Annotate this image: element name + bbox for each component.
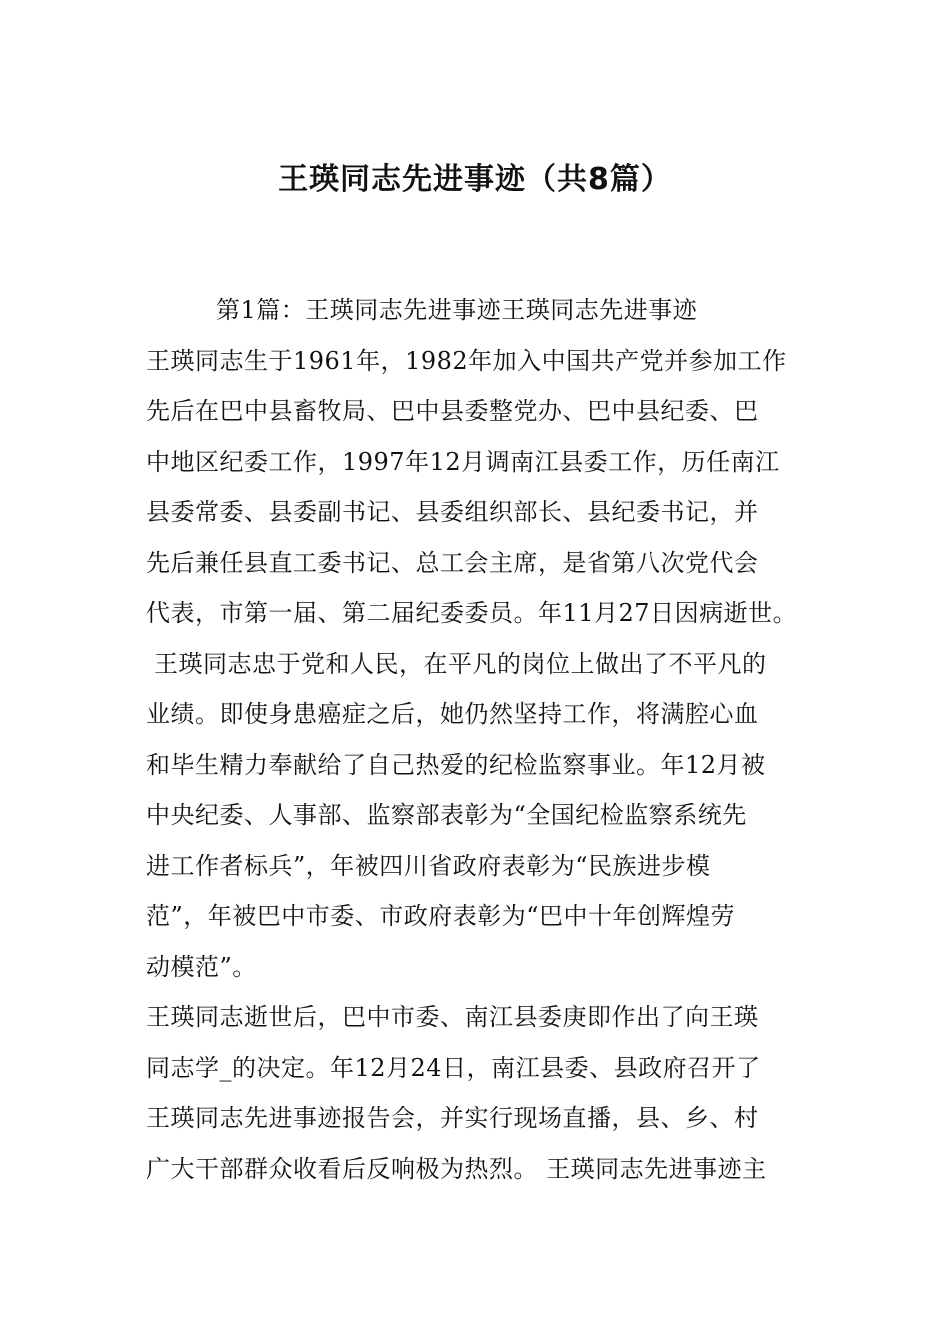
body-line: 中央纪委、人事部、监察部表彰为“全国纪检监察系统先: [146, 801, 747, 829]
body-line: 县委常委、县委副书记、县委组织部长、县纪委书记，并: [146, 498, 759, 526]
section-heading: 第1篇：王瑛同志先进事迹王瑛同志先进事迹: [216, 296, 698, 324]
body-line: 动模范”。: [146, 952, 257, 981]
body-line: 范”，年被巴中市委、市政府表彰为“巴中十年创辉煌劳: [146, 902, 736, 930]
body-line: 代表，市第一届、第二届纪委委员。年11月27日因病逝世。: [146, 599, 798, 627]
body-line: 王瑛同志忠于党和人民，在平凡的岗位上做出了不平凡的: [154, 649, 767, 678]
body-line: 王瑛同志先进事迹报告会，并实行现场直播，县、乡、村: [146, 1104, 759, 1132]
body-line: 业绩。即使身患癌症之后，她仍然坚持工作，将满腔心血: [146, 700, 759, 728]
body-line: 中地区纪委工作，1997年12月调南江县委工作，历任南江: [146, 447, 780, 476]
body-line: 和毕生精力奉献给了自己热爱的纪检监察事业。年12月被: [146, 750, 766, 779]
body-line: 广大干部群众收看后反响极为热烈。 王瑛同志先进事迹主: [146, 1154, 767, 1183]
body-line: 先后兼任县直工委书记、总工会主席，是省第八次党代会: [146, 548, 759, 577]
document-title: 王瑛同志先进事迹（共8篇）: [278, 162, 672, 197]
body-line: 王瑛同志逝世后，巴中市委、南江县委庚即作出了向王瑛: [146, 1003, 759, 1031]
document-body: [146, 292, 826, 1201]
body-line: 同志学_的决定。年12月24日，南江县委、县政府召开了: [146, 1053, 761, 1082]
body-line: 先后在巴中县畜牧局、巴中县委整党办、巴中县纪委、巴: [146, 397, 759, 425]
body-line: 王瑛同志生于1961年，1982年加入中国共产党并参加工作: [146, 346, 787, 375]
body-line: 进工作者标兵”，年被四川省政府表彰为“民族进步模: [146, 851, 711, 880]
